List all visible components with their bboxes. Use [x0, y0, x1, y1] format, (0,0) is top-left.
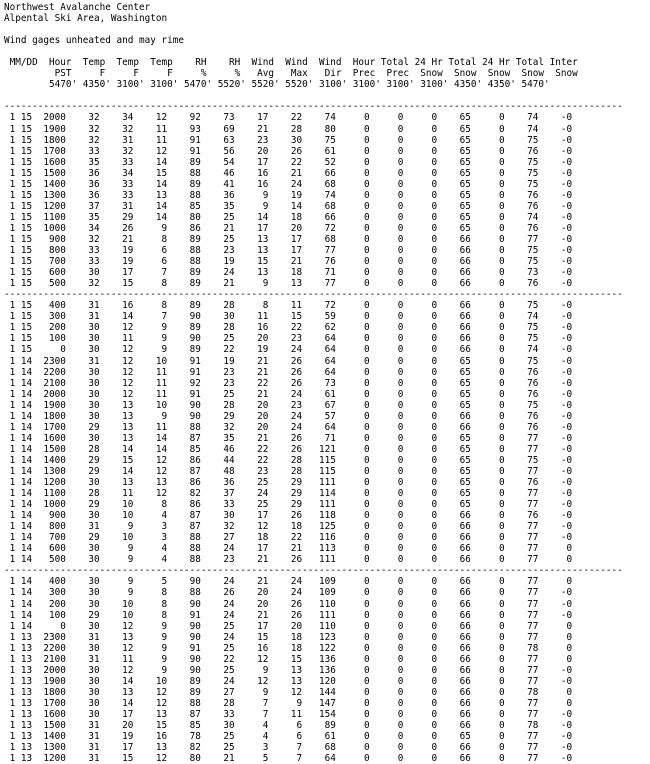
- column-header-line: MM/DD Hour Temp Temp Temp RH RH Wind Wind Wind Hour Total 24 Hr Total 24 Hr Total Inter: [4, 57, 578, 69]
- data-row: 1 15 1300 36 33 13 88 36 9 19 74 0 0 0 65 0 76 -0: [4, 189, 573, 201]
- data-row: 1 15 800 33 19 6 88 23 13 17 77 0 0 0 66 0 75 -0: [4, 245, 573, 257]
- data-row: 1 15 0 30 12 9 89 22 19 24 64 0 0 0 66 0 74 -0: [4, 344, 573, 356]
- data-row: 1 15 900 32 21 8 89 25 13 17 68 0 0 0 66 0 77 -0: [4, 233, 573, 245]
- data-row: 1 13 1400 31 19 16 78 25 4 6 61 0 0 0 65 0 77 -0: [4, 731, 573, 743]
- data-row: 1 13 1800 30 13 12 89 27 9 12 144 0 0 0 66 0 78 0: [4, 686, 573, 698]
- data-row: 1 14 2200 30 12 11 91 23 21 26 64 0 0 0 65 0 76 -0: [4, 366, 573, 378]
- weather-data-report: [4, 2, 623, 764]
- data-row: 1 15 300 31 14 7 90 30 11 15 59 0 0 0 66 0 74 -0: [4, 311, 573, 323]
- group-separator: --------------------------------------------------------------------------------------------------------------: [4, 565, 623, 577]
- data-row: 1 15 100 30 11 9 90 25 20 23 64 0 0 0 66 0 75 -0: [4, 333, 573, 345]
- data-row: 1 14 1500 28 14 14 85 46 22 26 121 0 0 0 65 0 77 -0: [4, 443, 573, 455]
- wind-gage-note: Wind gages unheated and may rime: [4, 35, 185, 47]
- data-row: 1 14 800 31 9 3 87 32 12 18 125 0 0 0 66 0 77 -0: [4, 521, 573, 533]
- data-row: 1 13 2300 31 13 9 90 24 15 18 123 0 0 0 66 0 77 0: [4, 631, 573, 643]
- data-row: 1 13 1600 30 17 13 87 33 7 11 154 0 0 0 66 0 77 -0: [4, 709, 573, 720]
- data-row: 1 14 900 30 10 4 87 30 17 26 118 0 0 0 66 0 76 -0: [4, 510, 573, 522]
- data-row: 1 15 1000 34 26 9 86 21 17 20 72 0 0 0 65 0 76 -0: [4, 222, 573, 234]
- blank-line: [4, 24, 623, 35]
- data-row: 1 14 1100 28 11 12 82 37 24 29 114 0 0 0 65 0 77 -0: [4, 488, 573, 500]
- group-separator: --------------------------------------------------------------------------------------------------------------: [4, 289, 623, 301]
- data-row: 1 15 200 30 12 9 89 28 16 22 62 0 0 0 66 0 75 -0: [4, 322, 573, 334]
- data-row: 1 14 1300 29 14 12 87 48 23 28 115 0 0 0 65 0 77 -0: [4, 465, 573, 477]
- data-row: 1 15 1200 37 31 14 85 35 9 14 68 0 0 0 65 0 76 -0: [4, 200, 573, 212]
- data-row: 1 14 1600 30 13 14 87 35 21 26 71 0 0 0 65 0 77 -0: [4, 432, 573, 444]
- data-row: 1 13 2100 31 11 9 90 22 12 15 136 0 0 0 66 0 77 0: [4, 653, 573, 665]
- data-row: 1 14 2300 31 12 10 91 19 21 26 64 0 0 0 65 0 75 -0: [4, 355, 573, 367]
- data-row: 1 14 1400 29 15 12 86 44 22 28 115 0 0 0 65 0 75 -0: [4, 454, 573, 466]
- data-row: 1 15 1700 33 32 12 91 56 20 26 61 0 0 0 65 0 76 -0: [4, 145, 573, 157]
- data-row: 1 15 1900 32 32 11 93 69 21 28 80 0 0 0 65 0 74 -0: [4, 123, 573, 135]
- data-row: 1 14 2000 30 12 11 91 25 21 24 61 0 0 0 65 0 76 -0: [4, 388, 573, 400]
- data-row: 1 13 2200 30 12 9 91 25 16 18 122 0 0 0 66 0 78 0: [4, 642, 573, 654]
- data-row: 1 14 1800 30 13 9 90 29 20 24 57 0 0 0 66 0 76 -0: [4, 410, 573, 422]
- column-header-line: 5470' 4350' 3100' 3100' 5470' 5520' 5520' 5520' 3100' 3100' 3100' 3100' 4350' 4350' 5470': [4, 79, 550, 91]
- data-row: 1 15 600 30 17 7 89 24 13 18 71 0 0 0 66 0 73 -0: [4, 267, 573, 279]
- data-row: 1 14 100 29 10 8 91 24 21 26 111 0 0 0 66 0 77 -0: [4, 609, 573, 621]
- data-row: 1 13 1500 31 20 15 85 30 4 6 89 0 0 0 66 0 78 -0: [4, 720, 573, 732]
- data-row: 1 15 1600 35 33 14 89 54 17 22 52 0 0 0 65 0 75 -0: [4, 156, 573, 168]
- data-row: 1 14 1200 30 13 13 86 36 25 29 111 0 0 0 65 0 76 -0: [4, 477, 573, 489]
- station-name: Alpental Ski Area, Washington: [4, 13, 168, 25]
- data-rows: [4, 112, 623, 764]
- data-row: 1 14 500 30 9 4 88 23 21 26 111 0 0 0 66 0 77 0: [4, 554, 573, 566]
- data-row: 1 14 1000 29 10 8 86 33 25 29 111 0 0 0 65 0 77 -0: [4, 499, 573, 511]
- data-row: 1 14 1900 30 13 10 90 28 20 23 67 0 0 0 65 0 75 -0: [4, 399, 573, 411]
- data-row: 1 15 1100 35 29 14 80 25 14 18 66 0 0 0 65 0 74 -0: [4, 211, 573, 223]
- data-row: 1 13 1900 30 14 10 89 24 12 13 120 0 0 0 66 0 77 -0: [4, 675, 573, 687]
- data-row: 1 14 1700 29 13 11 88 32 20 24 64 0 0 0 66 0 76 -0: [4, 421, 573, 433]
- data-row: 1 15 1500 36 34 15 88 46 16 21 66 0 0 0 65 0 75 -0: [4, 167, 573, 179]
- data-row: 1 14 0 30 12 9 90 25 17 20 110 0 0 0 66 0 77 0: [4, 620, 573, 632]
- header-separator: --------------------------------------------------------------------------------------------------------------: [4, 101, 623, 113]
- data-row: 1 14 700 29 10 3 88 27 18 22 116 0 0 0 66 0 77 -0: [4, 532, 573, 544]
- data-row: 1 15 500 32 15 8 89 21 9 13 77 0 0 0 66 0 76 -0: [4, 278, 573, 290]
- data-row: 1 15 2000 32 34 12 92 73 17 22 74 0 0 0 65 0 74 -0: [4, 112, 573, 124]
- data-row: 1 15 1400 36 33 14 89 41 16 24 68 0 0 0 65 0 75 -0: [4, 178, 573, 190]
- report-title: Northwest Avalanche Center: [4, 2, 151, 13]
- blank-line: [4, 46, 623, 57]
- data-row: 1 13 2000 30 12 9 90 25 9 13 136 0 0 0 66 0 77 -0: [4, 664, 573, 676]
- data-row: 1 15 700 33 19 6 88 19 15 21 76 0 0 0 66 0 75 -0: [4, 256, 573, 268]
- data-row: 1 13 1700 30 14 12 88 28 7 9 147 0 0 0 66 0 77 0: [4, 697, 573, 709]
- data-row: 1 13 1200 31 15 12 80 21 5 7 64 0 0 0 66 0 77 -0: [4, 753, 573, 764]
- data-row: 1 15 400 31 16 8 89 28 8 11 72 0 0 0 66 0 75 -0: [4, 300, 573, 312]
- data-row: 1 14 300 30 9 8 88 26 20 24 109 0 0 0 66 0 77 -0: [4, 587, 573, 599]
- data-row: 1 14 600 30 9 4 88 24 17 21 113 0 0 0 66 0 77 0: [4, 543, 573, 555]
- column-header-line: PST F F F % % Avg Max Dir Prec Prec Snow Snow Snow Snow Snow: [4, 68, 578, 80]
- data-row: 1 14 200 30 10 8 90 24 20 26 110 0 0 0 66 0 77 -0: [4, 598, 573, 610]
- data-row: 1 15 1800 32 31 11 91 63 23 30 75 0 0 0 65 0 75 -0: [4, 134, 573, 146]
- blank-line: [4, 90, 623, 101]
- data-row: 1 13 1300 31 17 13 82 25 3 7 68 0 0 0 66 0 77 -0: [4, 742, 573, 754]
- data-row: 1 14 400 30 9 5 90 24 21 24 109 0 0 0 66 0 77 0: [4, 576, 573, 588]
- data-row: 1 14 2100 30 12 11 92 23 22 26 73 0 0 0 65 0 76 -0: [4, 377, 573, 389]
